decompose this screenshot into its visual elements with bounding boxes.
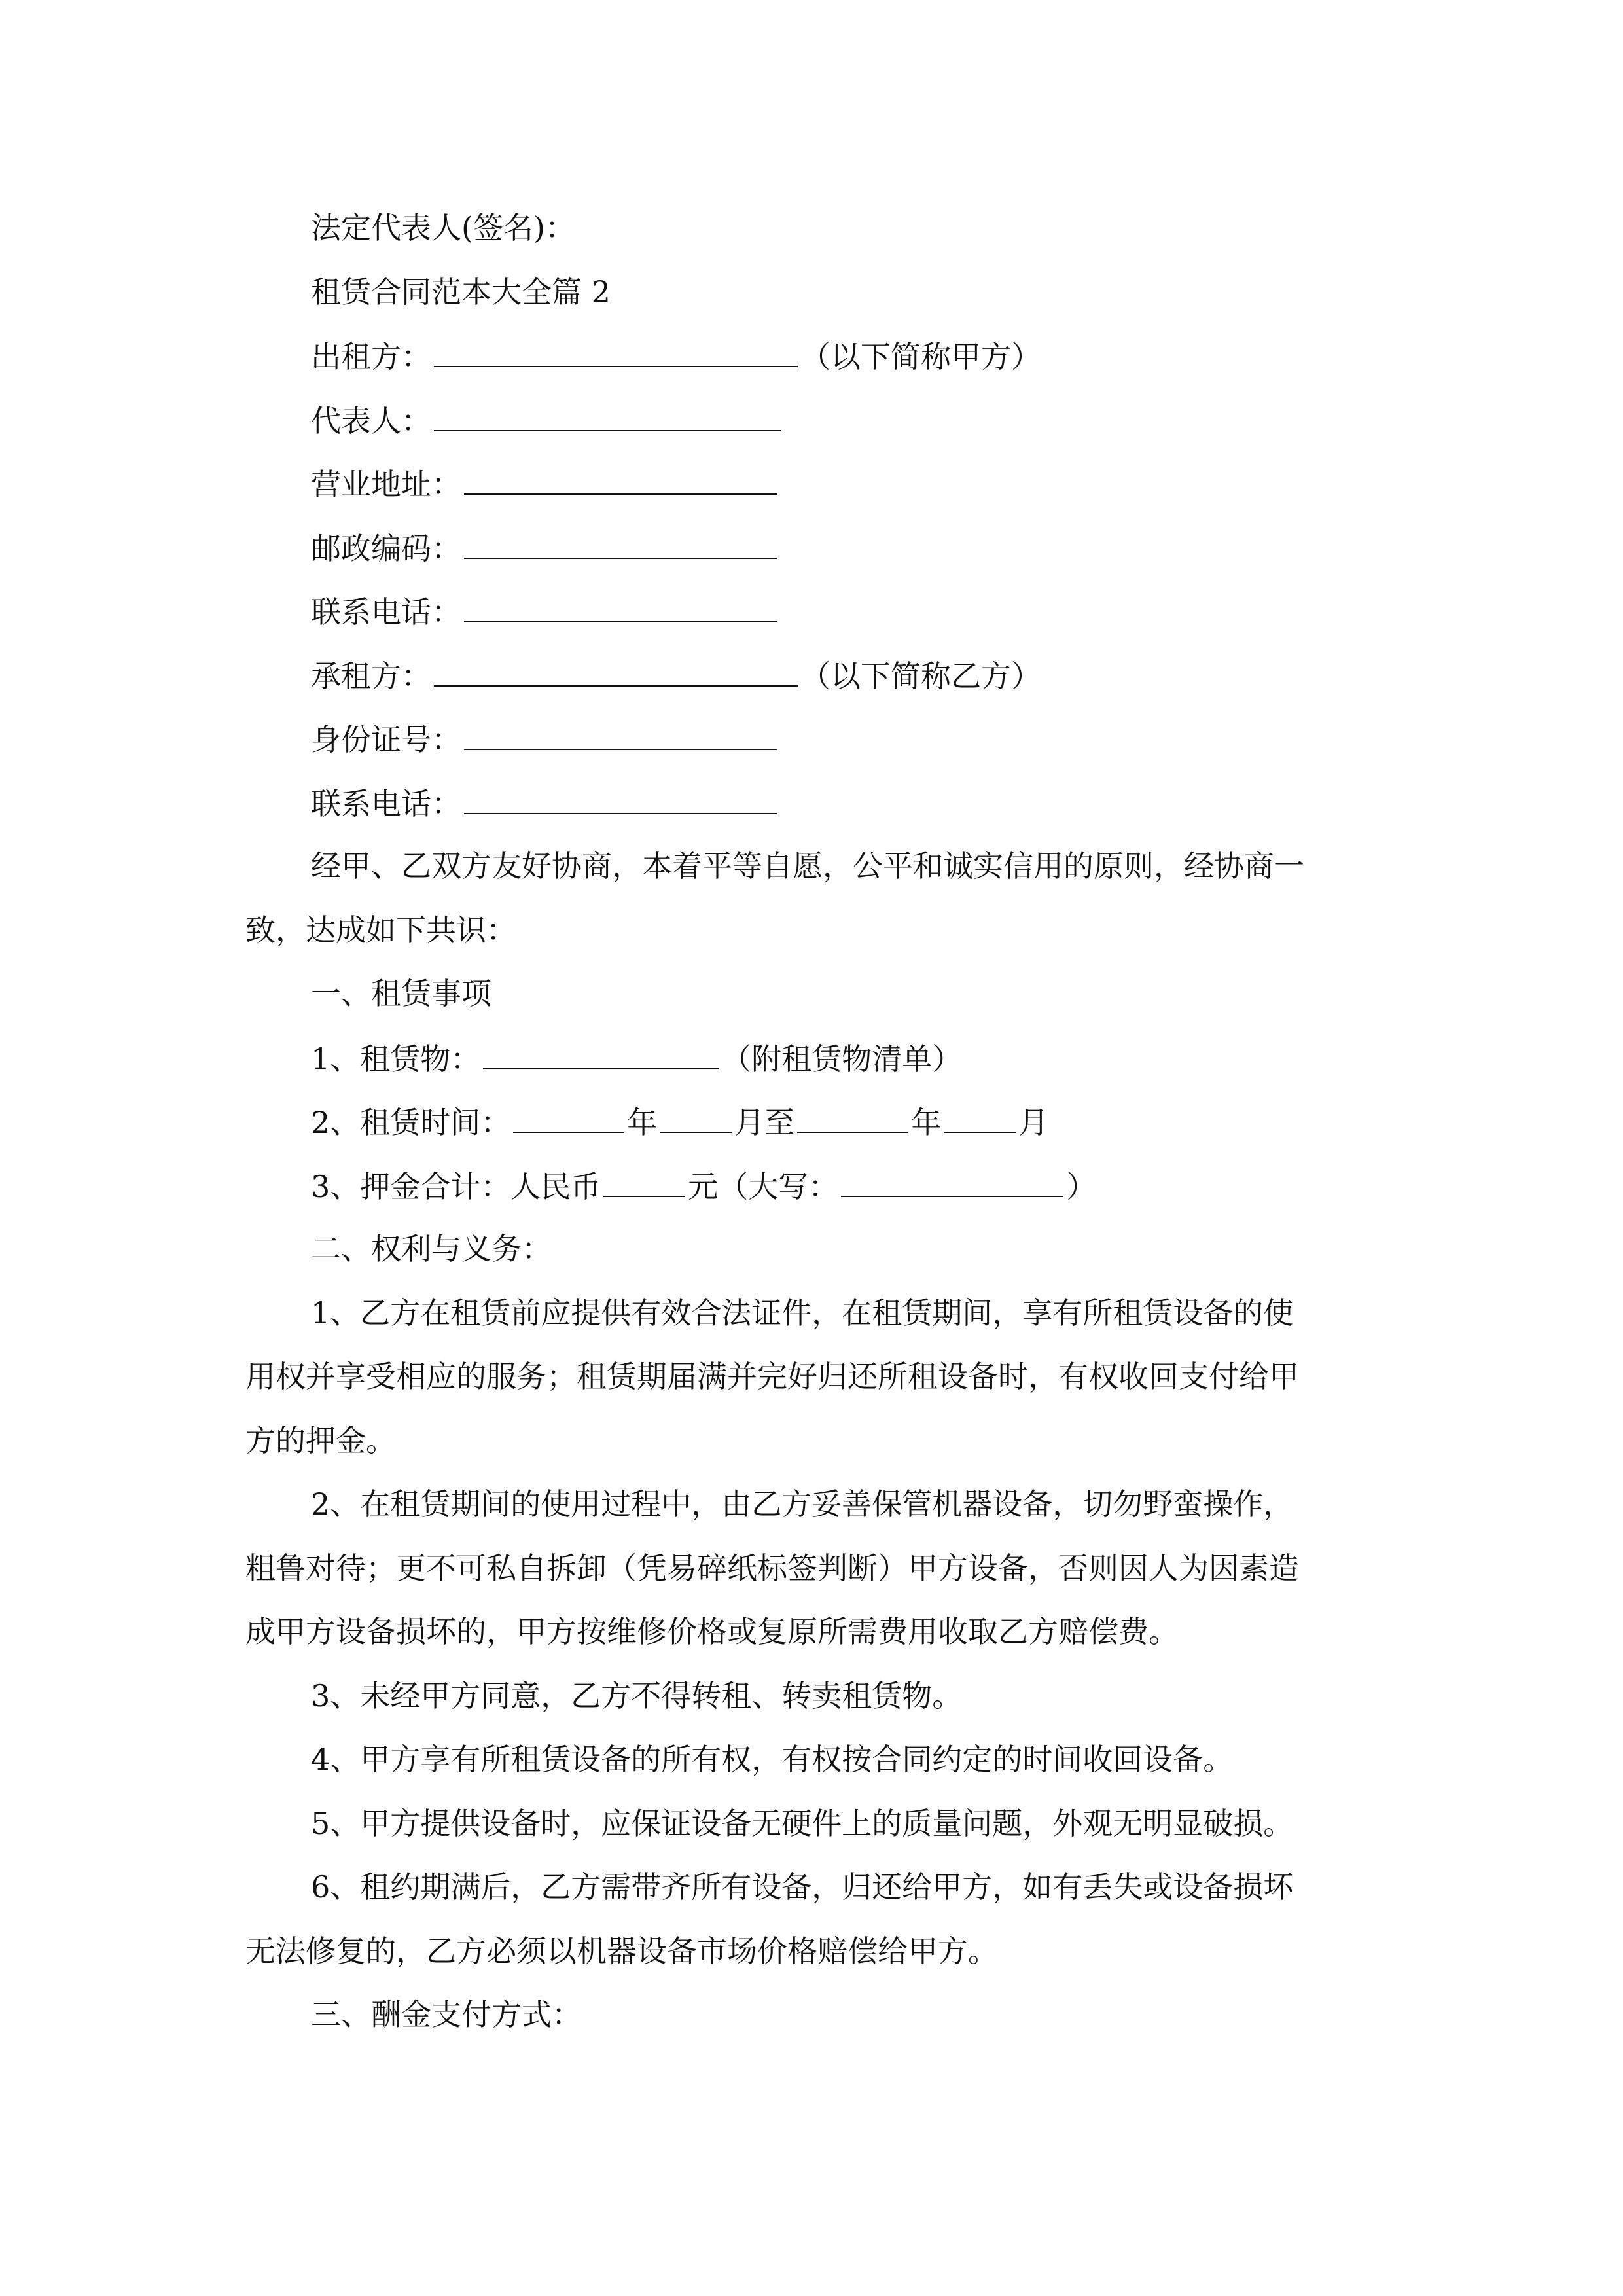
postcode-line (311, 528, 779, 567)
clause-3-text: 3、未经甲方同意，乙方不得转租、转卖租赁物。 (311, 1678, 963, 1713)
rental-period-line (311, 1102, 1048, 1141)
lessee-phone-label: 联系电话： (311, 786, 461, 821)
lessor-line (311, 336, 1041, 375)
start-month-text: 月至 (734, 1105, 795, 1140)
deposit-yuan-text: 元（大写： (688, 1169, 839, 1204)
clause-2-line-2 (245, 1549, 1299, 1588)
phone-blank[interactable] (464, 591, 777, 622)
intro-text-1: 经甲、乙双方友好协商，本着平等自愿，公平和诚实信用的原则，经协商一 (311, 848, 1304, 884)
lessee-line (311, 655, 1041, 694)
section1-heading (311, 974, 491, 1013)
representative-label: 代表人： (311, 403, 431, 439)
section3-heading (311, 1995, 582, 2034)
clause-5-line (311, 1804, 1293, 1843)
id-label: 身份证号： (311, 722, 461, 757)
address-line (311, 463, 779, 503)
clause-4-text: 4、甲方享有所租赁设备的所有权，有权按合同约定的时间收回设备。 (311, 1742, 1234, 1777)
lessee-phone-blank[interactable] (464, 783, 777, 814)
clause-1-line-1 (311, 1293, 1293, 1333)
rental-item-line (311, 1038, 962, 1077)
start-month-blank[interactable] (660, 1102, 732, 1133)
clause-5-text: 5、甲方提供设备时，应保证设备无硬件上的质量问题，外观无明显破损。 (311, 1806, 1294, 1841)
clause-2-text-3: 成甲方设备损坏的，甲方按维修价格或复原所需费用收取乙方赔偿费。 (245, 1614, 1179, 1649)
section3-heading-text: 三、酬金支付方式： (311, 1997, 582, 2032)
start-year-blank[interactable] (513, 1102, 624, 1133)
end-year-text: 年 (911, 1105, 942, 1140)
deposit-words-blank[interactable] (841, 1166, 1063, 1197)
clause-6-line-2 (245, 1931, 998, 1971)
clause-1-text-3: 方的押金。 (245, 1423, 396, 1458)
end-month-blank[interactable] (944, 1102, 1016, 1133)
lessor-blank[interactable] (434, 336, 798, 367)
section2-heading-text: 二、权利与义务： (311, 1231, 552, 1266)
deposit-line (311, 1166, 1096, 1205)
deposit-close-text: ） (1066, 1169, 1097, 1204)
rental-item-blank[interactable] (483, 1038, 719, 1069)
clause-1-text-1: 1、乙方在租赁前应提供有效合法证件，在租赁期间，享有所租赁设备的使 (311, 1295, 1294, 1331)
title-text: 租赁合同范本大全篇 2 (311, 274, 611, 310)
lessee-blank[interactable] (434, 655, 798, 687)
lessee-phone-line (311, 783, 779, 822)
postcode-label: 邮政编码： (311, 531, 461, 566)
intro-line-2 (245, 910, 516, 950)
intro-line-1 (311, 846, 1304, 886)
id-blank[interactable] (464, 719, 777, 750)
lessee-label: 承租方： (311, 658, 431, 694)
section2-heading (311, 1229, 552, 1268)
lessor-suffix: （以下简称甲方） (800, 339, 1041, 374)
clause-2-line-1 (311, 1484, 1293, 1524)
intro-text-2: 致，达成如下共识： (245, 912, 516, 948)
end-month-text: 月 (1018, 1105, 1049, 1140)
signature-line (311, 208, 575, 247)
clause-2-text-1: 2、在租赁期间的使用过程中，由乙方妥善保管机器设备，切勿野蛮操作， (311, 1486, 1294, 1522)
start-year-text: 年 (627, 1105, 658, 1140)
lessor-label: 出租方： (311, 339, 431, 374)
address-label: 营业地址： (311, 467, 461, 502)
clause-1-line-3 (245, 1421, 396, 1460)
signature-label: 法定代表人(签名)： (311, 210, 575, 245)
phone-line (311, 591, 779, 630)
phone-label: 联系电话： (311, 594, 461, 630)
document-title (311, 272, 611, 312)
clause-3-line (311, 1676, 962, 1715)
clause-2-line-3 (245, 1612, 1179, 1651)
lessee-suffix: （以下简称乙方） (800, 658, 1041, 694)
representative-blank[interactable] (434, 400, 781, 431)
section1-heading-text: 一、租赁事项 (311, 976, 491, 1011)
clause-6-line-1 (311, 1867, 1293, 1907)
rental-period-label: 2、租赁时间： (311, 1105, 511, 1140)
deposit-amount-blank[interactable] (603, 1166, 685, 1197)
address-blank[interactable] (464, 463, 777, 495)
postcode-blank[interactable] (464, 528, 777, 559)
end-year-blank[interactable] (797, 1102, 908, 1133)
representative-line (311, 400, 783, 439)
rental-item-label: 1、租赁物： (311, 1041, 481, 1077)
clause-4-line (311, 1740, 1233, 1779)
clause-6-text-2: 无法修复的，乙方必须以机器设备市场价格赔偿给甲方。 (245, 1933, 998, 1969)
clause-6-text-1: 6、租约期满后，乙方需带齐所有设备，归还给甲方，如有丢失或设备损坏 (311, 1869, 1294, 1905)
clause-1-text-2: 用权并享受相应的服务；租赁期届满并完好归还所租设备时，有权收回支付给甲 (245, 1359, 1299, 1394)
id-line (311, 719, 779, 758)
clause-2-text-2: 粗鲁对待；更不可私自拆卸（凭易碎纸标签判断）甲方设备，否则因人为因素造 (245, 1551, 1299, 1586)
clause-1-line-2 (245, 1357, 1299, 1396)
deposit-label: 3、押金合计：人民币 (311, 1169, 601, 1204)
rental-item-suffix: （附租赁物清单） (721, 1041, 963, 1077)
